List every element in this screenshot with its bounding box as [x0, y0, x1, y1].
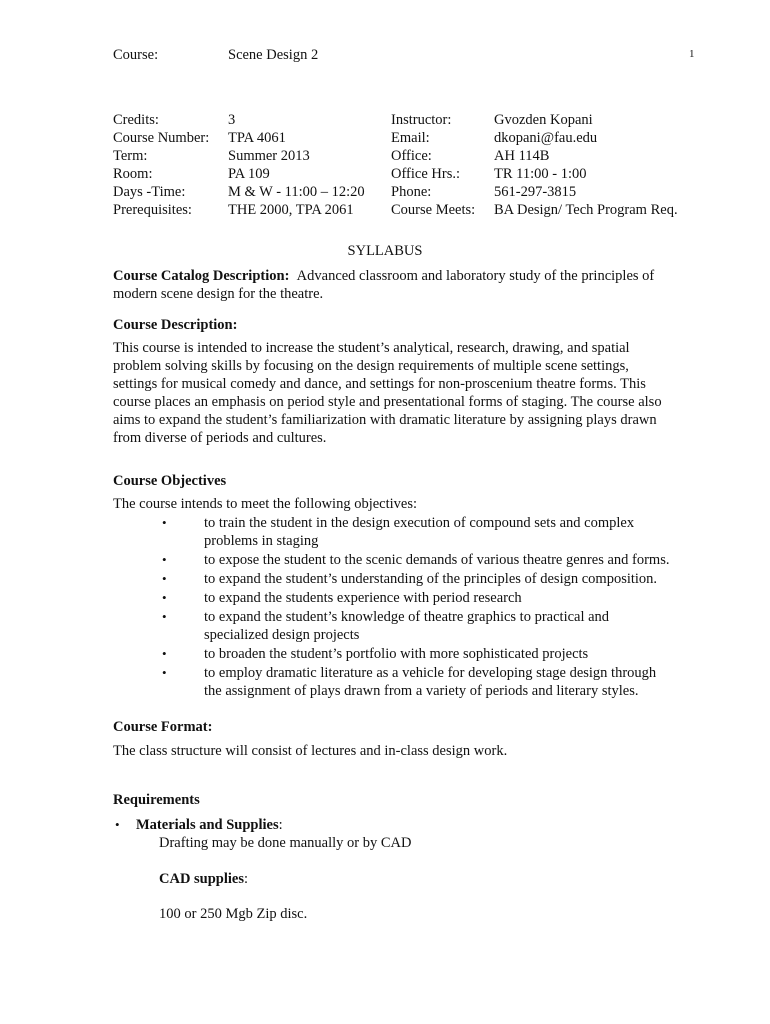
course-label: Course: — [113, 47, 159, 63]
bullet-icon: • — [162, 590, 167, 605]
objectives-heading: Course Objectives — [113, 473, 227, 489]
description-heading: Course Description: — [113, 317, 238, 333]
syllabus-title: SYLLABUS — [347, 243, 423, 259]
description-line: settings for musical comedy and dance, and settings for non-proscenium theatre forms. This — [113, 376, 646, 392]
materials-text: Drafting may be done manually or by CAD — [159, 835, 412, 851]
catalog-description — [113, 267, 703, 303]
info-label: Prerequisites: — [113, 202, 192, 218]
info-value: Gvozden Kopani — [494, 112, 593, 128]
objective-text: the assignment of plays drawn from a variety of periods and literary styles. — [204, 683, 639, 699]
objective-text: to expose the student to the scenic demands of various theatre genres and forms. — [204, 552, 670, 568]
info-label: Course Meets: — [391, 202, 476, 218]
course-value: Scene Design 2 — [228, 47, 319, 63]
cad-text: 100 or 250 Mgb Zip disc. — [159, 906, 308, 922]
info-value: PA 109 — [228, 166, 270, 182]
materials-heading: Materials and Supplies — [136, 817, 279, 833]
objective-text: to expand the students experience with period research — [204, 590, 522, 606]
description-line: course places an emphasis on period style and presentational forms of staging. The course also — [113, 394, 662, 410]
info-row — [0, 111, 770, 129]
objective-text: to broaden the student’s portfolio with more sophisticated projects — [204, 646, 589, 662]
info-label: Phone: — [391, 184, 432, 200]
description-body — [113, 339, 703, 447]
info-label: Room: — [113, 166, 153, 182]
email-value[interactable]: dkopani@fau.edu — [494, 130, 598, 146]
info-value: AH 114B — [494, 148, 550, 164]
info-label: Credits: — [113, 112, 159, 128]
objective-text: to employ dramatic literature as a vehicle for developing stage design through — [204, 665, 657, 681]
catalog-heading: Course Catalog Description: — [113, 268, 290, 284]
bullet-icon: • — [162, 552, 167, 567]
info-value: M & W - 11:00 – 12:20 — [228, 184, 365, 200]
objective-text: to expand the student’s knowledge of theatre graphics to practical and — [204, 609, 610, 625]
cad-row — [159, 870, 248, 888]
bullet-icon: • — [162, 609, 167, 624]
objective-text: problems in staging — [204, 533, 319, 549]
info-row — [0, 165, 770, 183]
materials-colon: : — [278, 817, 283, 833]
info-value: 561-297-3815 — [494, 184, 577, 200]
info-value: THE 2000, TPA 2061 — [228, 202, 354, 218]
bullet-icon: • — [115, 817, 120, 832]
cad-heading: CAD supplies — [159, 871, 245, 887]
info-label: Office Hrs.: — [391, 166, 460, 182]
catalog-line: Advanced classroom and laboratory study of the principles of — [296, 268, 655, 284]
materials-row — [136, 816, 283, 834]
info-row — [0, 183, 770, 201]
bullet-icon: • — [162, 646, 167, 661]
objective-text: to train the student in the design execution of compound sets and complex — [204, 515, 635, 531]
info-value: Summer 2013 — [228, 148, 310, 164]
description-line: problem solving skills by focusing on the design requirements of multiple scene settings, — [113, 358, 629, 374]
format-text: The class structure will consist of lectures and in-class design work. — [113, 743, 508, 759]
requirements-heading: Requirements — [113, 792, 200, 808]
info-row — [0, 201, 770, 219]
description-line: from diverse of periods and cultures. — [113, 430, 327, 446]
info-label: Course Number: — [113, 130, 210, 146]
page-number: 1 — [689, 48, 695, 60]
info-row — [0, 129, 770, 147]
format-heading: Course Format: — [113, 719, 213, 735]
info-label: Office: — [391, 148, 432, 164]
description-line: This course is intended to increase the student’s analytical, research, drawing, and spatial — [113, 340, 630, 356]
info-label: Instructor: — [391, 112, 452, 128]
info-value: BA Design/ Tech Program Req. — [494, 202, 678, 218]
bullet-icon: • — [162, 665, 167, 680]
objectives-intro: The course intends to meet the following objectives: — [113, 496, 418, 512]
cad-colon: : — [244, 871, 249, 887]
info-label: Email: — [391, 130, 430, 146]
catalog-line: modern scene design for the theatre. — [113, 286, 324, 302]
info-label: Days -Time: — [113, 184, 186, 200]
objective-text: specialized design projects — [204, 627, 360, 643]
info-value: 3 — [228, 112, 236, 128]
info-row — [0, 147, 770, 165]
info-value: TR 11:00 - 1:00 — [494, 166, 587, 182]
info-label: Term: — [113, 148, 148, 164]
course-row — [0, 46, 770, 64]
bullet-icon: • — [162, 571, 167, 586]
description-line: aims to expand the student’s familiarization with dramatic literature by assigning plays drawn — [113, 412, 657, 428]
bullet-icon: • — [162, 515, 167, 530]
info-value: TPA 4061 — [228, 130, 286, 146]
objective-text: to expand the student’s understanding of the principles of design composition. — [204, 571, 658, 587]
